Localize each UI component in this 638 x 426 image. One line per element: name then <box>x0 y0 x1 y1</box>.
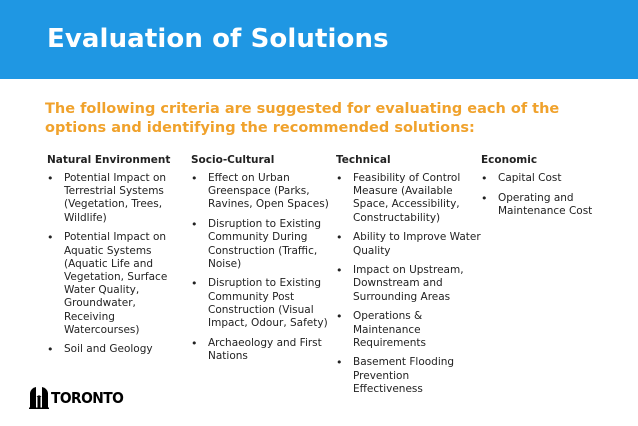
city-hall-icon <box>29 387 49 409</box>
intro-text: The following criteria are suggested for evaluating each of the options and identifying the recommended solutions: <box>45 101 560 136</box>
column-heading: Natural Environment <box>47 154 171 166</box>
list-item: • Impact on Upstream, Downstream and Surrounding Areas <box>336 264 481 304</box>
title-bar <box>0 0 638 79</box>
column-economic <box>481 153 611 225</box>
column-technical <box>336 153 481 403</box>
column-heading: Socio-Cultural <box>191 154 275 166</box>
column-socio-cultural <box>191 153 331 370</box>
list-item: • Operating and Maintenance Cost <box>481 192 611 218</box>
logo-text: TORONTO <box>51 389 124 407</box>
column-heading: Economic <box>481 154 538 166</box>
toronto-logo <box>29 385 130 411</box>
column-heading: Technical <box>336 154 391 166</box>
list-item: • Disruption to Existing Community Post Construction (Visual Impact, Odour, Safety) <box>191 277 331 330</box>
list-item: • Ability to Improve Water Quality <box>336 231 481 257</box>
list-item: • Disruption to Existing Community During Construction (Traffic, Noise) <box>191 218 331 271</box>
list-item: • Operations & Maintenance Requirements <box>336 310 481 350</box>
list-item: • Archaeology and First Nations <box>191 337 331 363</box>
list-item: • Capital Cost <box>481 172 611 185</box>
list-item: • Potential Impact on Aquatic Systems (Aquatic Life and Vegetation, Surface Water Quality, Groundwater, Receiving Watercourses) <box>47 231 177 337</box>
list-item: • Soil and Geology <box>47 343 177 356</box>
column-natural-environment <box>47 153 177 363</box>
list-item: • Effect on Urban Greenspace (Parks, Ravines, Open Spaces) <box>191 172 331 212</box>
page-title: Evaluation of Solutions <box>47 24 389 54</box>
list-item: • Potential Impact on Terrestrial Systems (Vegetation, Trees, Wildlife) <box>47 172 177 225</box>
list-item: • Feasibility of Control Measure (Available Space, Accessibility, Constructability) <box>336 172 481 225</box>
list-item: • Basement Flooding Prevention Effectiveness <box>336 356 481 396</box>
